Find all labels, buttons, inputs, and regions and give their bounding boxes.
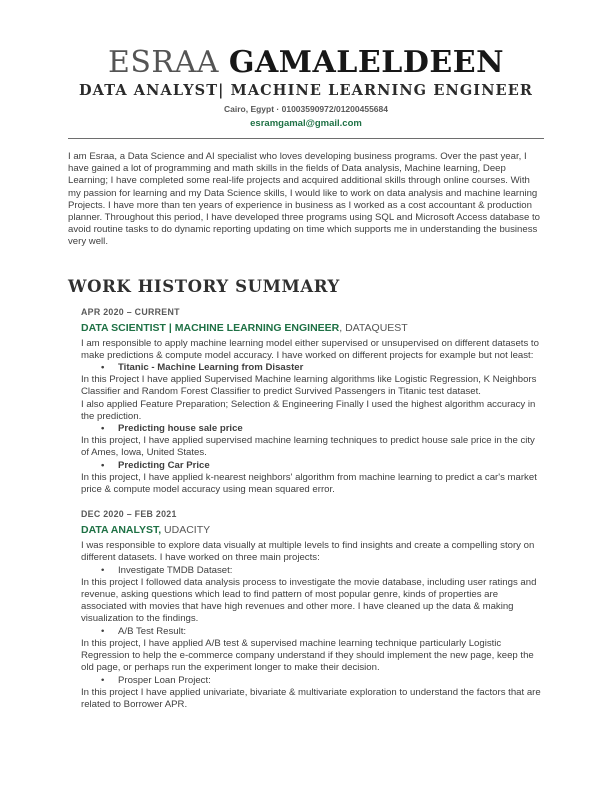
bullet-icon: • <box>101 459 105 471</box>
job-dates: APR 2020 – CURRENT <box>81 306 180 317</box>
job-paragraph: I also applied Feature Preparation; Selection & Engineering Finally I used the highest algorithm accuracy in the prediction. <box>81 398 536 422</box>
project-bullet <box>81 460 544 472</box>
job-dates: DEC 2020 – FEB 2021 <box>81 509 177 520</box>
job-title <box>81 524 544 537</box>
bullet-icon: • <box>101 674 105 686</box>
section-title-work-history: WORK HISTORY SUMMARY <box>68 276 340 296</box>
job-blocks <box>81 338 544 497</box>
person-first-name: ESRAA <box>107 45 229 80</box>
job-title-role: DATA ANALYST, <box>81 524 162 537</box>
job-title-company: UDACITY <box>161 524 211 537</box>
job-paragraph: I am responsible to apply machine learning model either supervised or unsupervised on different datasets to make predictions & compute model accuracy. I have worked on different projects for example but not least: <box>81 337 539 361</box>
job-blocks <box>81 540 544 711</box>
person-last-name: GAMALELDEEN <box>228 45 504 80</box>
job-entry <box>81 509 544 711</box>
resume-header <box>68 46 544 139</box>
bullet-icon: • <box>101 423 105 435</box>
project-bullet-label: Prosper Loan Project: <box>118 674 211 686</box>
job-headline: DATA ANALYST| MACHINE LEARNING ENGINEER <box>78 82 533 99</box>
job-paragraph: In this project, I have applied A/B test & supervised machine learning technique particularly Logistic Regression to help the e-commerce company understand if they should implement the new page, keep the old page, or perhaps run the experiment longer to make their decision. <box>81 637 534 674</box>
job-title-company: , DATAQUEST <box>339 321 408 334</box>
project-bullet-label: Titanic - Machine Learning from Disaster <box>118 362 304 374</box>
header-divider <box>68 138 544 139</box>
job-paragraph: In this project I have applied univariate, bivariate & multivariate exploration to understand the factors that are related to Borrower APR. <box>81 686 541 710</box>
project-bullet <box>81 362 544 374</box>
bullet-icon: • <box>101 625 105 637</box>
contact-line: Cairo, Egypt · 01003590972/01200455684 <box>224 104 388 114</box>
email-link: esramgamal@gmail.com <box>250 118 362 129</box>
project-bullet <box>81 675 544 687</box>
job-paragraph: In this Project I have applied Supervised Machine learning algorithms like Logistic Regression, K Neighbors Classifier and Random Forest Classifier to predict Survived Passengers in Titanic test dataset. <box>81 374 537 398</box>
project-bullet-label: A/B Test Result: <box>118 625 187 637</box>
project-bullet <box>81 626 544 638</box>
job-paragraph: In this project, I have applied supervised machine learning techniques to predict house sale price in the city of Ames, Iowa, United States. <box>81 435 535 459</box>
job-paragraph: In this project I followed data analysis process to investigate the movie database, including user ratings and revenue, asking questions which lead to find pattern of most popular genre, kinds of properties are associated with movies that have high revenues and other more. I have cleaned up the data & making visualization to the findings. <box>81 576 537 625</box>
bullet-icon: • <box>101 362 105 374</box>
bullet-icon: • <box>101 564 105 576</box>
job-title-role: DATA SCIENTIST | MACHINE LEARNING ENGINEER <box>81 321 340 334</box>
job-title <box>81 322 544 335</box>
project-bullet-label: Investigate TMDB Dataset: <box>118 564 233 576</box>
jobs-list <box>81 307 544 711</box>
project-bullet-label: Predicting house sale price <box>118 423 243 435</box>
project-bullet-label: Predicting Car Price <box>118 459 210 471</box>
project-bullet <box>81 565 544 577</box>
summary-paragraph: I am Esraa, a Data Science and AI specialist who loves developing business programs. Over the past year, I have gained a lot of programming and math skills in the fields of Data analysis, Machine learning, Deep Learning; I have completed some real-life projects and acquired additional skills through online courses. With my passion for learning and my Data Science skills, I would like to work on data analysis and machine learning Projects. I have more than ten years of experience in business as I worked as a cost accountant & production planner. Throughout this period, I have developed three programs using SQL and Microsoft Access database to avoid routine tasks to do dynamic reporting updating on time which supports me in understanding the business very well. <box>68 151 540 248</box>
job-paragraph: I was responsible to explore data visually at multiple levels to find insights and create a compelling story on different datasets. I have worked on three main projects: <box>81 540 535 564</box>
person-name <box>68 46 544 80</box>
job-entry <box>81 307 544 497</box>
project-bullet <box>81 423 544 435</box>
job-paragraph: In this project, I have applied k-nearest neighbors' algorithm from machine learning to predict a car's market price & compute model accuracy using mean squared error. <box>81 471 537 496</box>
